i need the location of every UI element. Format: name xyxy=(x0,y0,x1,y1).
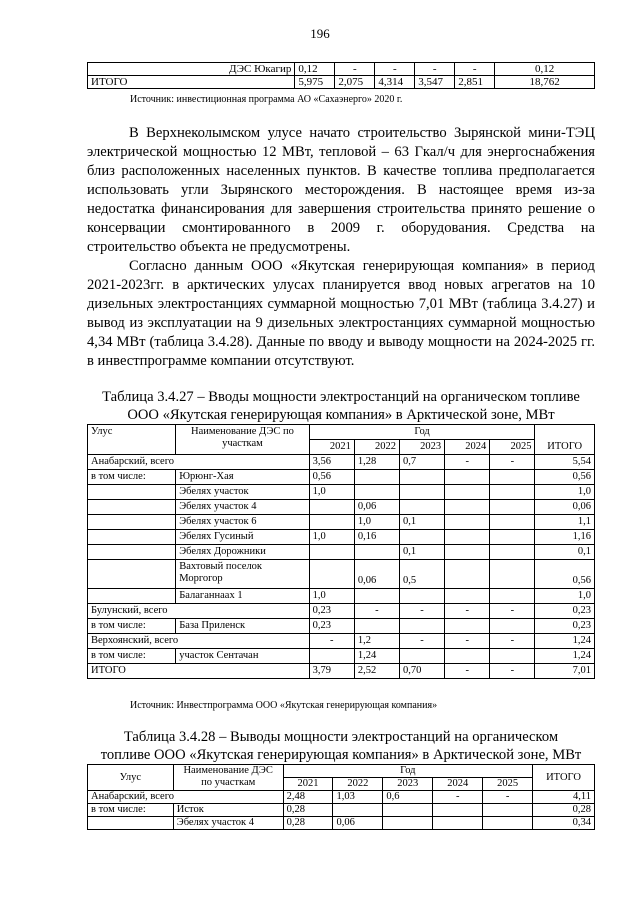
value-cell xyxy=(354,589,399,604)
value-cell xyxy=(399,500,444,515)
value-cell: 1,03 xyxy=(333,791,383,804)
value-cell xyxy=(490,589,535,604)
value-cell: - xyxy=(335,63,375,76)
value-cell: 5,975 xyxy=(295,76,335,89)
total-cell: 5,54 xyxy=(535,455,595,470)
value-cell: 0,12 xyxy=(295,63,335,76)
value-cell: 0,06 xyxy=(333,817,383,830)
value-cell: 1,0 xyxy=(309,530,354,545)
ulus-cell: в том числе: xyxy=(88,804,174,817)
header-year: 2022 xyxy=(333,778,383,791)
value-cell: 0,1 xyxy=(399,545,444,560)
table-row xyxy=(88,470,595,485)
ulus-cell xyxy=(88,817,174,830)
value-cell: - xyxy=(445,634,490,649)
page-number: 196 xyxy=(310,26,330,41)
value-cell xyxy=(445,619,490,634)
value-cell: 3,56 xyxy=(309,455,354,470)
value-cell xyxy=(309,560,354,589)
value-cell xyxy=(490,515,535,530)
value-cell: 2,52 xyxy=(354,664,399,679)
value-cell: 0,6 xyxy=(383,791,433,804)
ulus-cell xyxy=(88,560,176,589)
value-cell: - xyxy=(490,634,535,649)
table-27-caption xyxy=(87,388,595,424)
value-cell: - xyxy=(375,63,415,76)
value-cell xyxy=(490,470,535,485)
value-cell: - xyxy=(433,791,483,804)
table-row xyxy=(88,589,595,604)
table-row xyxy=(88,545,595,560)
table-row xyxy=(88,791,595,804)
value-cell xyxy=(445,649,490,664)
value-cell xyxy=(490,485,535,500)
value-cell xyxy=(383,817,433,830)
total-cell: 0,34 xyxy=(533,817,595,830)
value-cell: 1,2 xyxy=(354,634,399,649)
ulus-cell: Анабарский, всего xyxy=(88,455,310,470)
total-cell: 7,01 xyxy=(535,664,595,679)
table-row xyxy=(88,649,595,664)
des-name-cell: ДЭС Юкагир xyxy=(88,63,295,76)
total-cell: 0,06 xyxy=(535,500,595,515)
value-cell: - xyxy=(399,604,444,619)
ulus-cell: в том числе: xyxy=(88,470,176,485)
total-cell: 0,28 xyxy=(533,804,595,817)
table-row xyxy=(88,804,595,817)
value-cell: 1,0 xyxy=(354,515,399,530)
value-cell: - xyxy=(399,634,444,649)
des-name-cell: Эбелях участок 4 xyxy=(176,500,309,515)
des-name-cell: Эбелях участок 6 xyxy=(176,515,309,530)
body-text xyxy=(87,124,595,371)
top-table xyxy=(87,62,595,89)
value-cell xyxy=(433,817,483,830)
header-year: 2023 xyxy=(399,440,444,455)
total-cell: 1,1 xyxy=(535,515,595,530)
ulus-cell: в том числе: xyxy=(88,619,176,634)
value-cell: - xyxy=(309,634,354,649)
value-cell: - xyxy=(483,791,533,804)
table-28 xyxy=(87,764,595,830)
value-cell xyxy=(399,619,444,634)
value-cell: 1,0 xyxy=(309,485,354,500)
des-name-cell: Исток xyxy=(173,804,283,817)
des-name-cell: Вахтовый поселок Моргогор xyxy=(176,560,309,589)
value-cell xyxy=(309,545,354,560)
value-cell: 0,56 xyxy=(309,470,354,485)
value-cell xyxy=(445,589,490,604)
caption-line: топливе ООО «Якутская генерирующая компания» в Арктической зоне, МВт xyxy=(100,747,582,763)
value-cell: 1,0 xyxy=(309,589,354,604)
total-cell: 1,0 xyxy=(535,589,595,604)
value-cell xyxy=(354,470,399,485)
value-cell: 3,79 xyxy=(309,664,354,679)
value-cell xyxy=(445,545,490,560)
ulus-cell xyxy=(88,589,176,604)
total-cell: 0,1 xyxy=(535,545,595,560)
value-cell xyxy=(399,470,444,485)
header-total: ИТОГО xyxy=(533,765,595,791)
header-des: Наименование ДЭС по участкам xyxy=(176,425,309,455)
table-row xyxy=(88,560,595,589)
value-cell xyxy=(399,485,444,500)
value-cell: 0,70 xyxy=(399,664,444,679)
value-cell xyxy=(433,804,483,817)
value-cell xyxy=(399,530,444,545)
table-28-caption xyxy=(87,728,595,764)
des-name-cell: Эбелях участок 4 xyxy=(173,817,283,830)
des-name-cell: Эбелях Дорожники xyxy=(176,545,309,560)
value-cell: 0,5 xyxy=(399,560,444,589)
value-cell: 4,314 xyxy=(375,76,415,89)
value-cell xyxy=(483,817,533,830)
header-year: 2021 xyxy=(309,440,354,455)
total-cell: 0,56 xyxy=(535,470,595,485)
value-cell: 0,06 xyxy=(354,560,399,589)
value-cell: - xyxy=(490,604,535,619)
header-year: 2025 xyxy=(483,778,533,791)
value-cell: 0,23 xyxy=(309,604,354,619)
value-cell: 2,075 xyxy=(335,76,375,89)
value-cell xyxy=(309,515,354,530)
value-cell xyxy=(483,804,533,817)
value-cell xyxy=(383,804,433,817)
value-cell xyxy=(354,545,399,560)
header-year: 2025 xyxy=(490,440,535,455)
caption-line: Таблица 3.4.28 – Выводы мощности электростанций на органическом xyxy=(123,729,559,745)
header-god: Год xyxy=(309,425,535,440)
value-cell: - xyxy=(490,664,535,679)
total-cell: 1,24 xyxy=(535,649,595,664)
table-row xyxy=(88,500,595,515)
table-row xyxy=(88,485,595,500)
header-year: 2024 xyxy=(433,778,483,791)
total-cell: 18,762 xyxy=(495,76,595,89)
paragraph: В Верхнеколымском улусе начато строительство Зырянской мини-ТЭЦ электрической мощностью 12 МВт, тепловой – 63 Гкал/ч для энергоснабжения близ расположенных населенных пунктов. В качестве топлива предполагается использовать угли Зырянского месторождения. В настоящее время из-за недостатка финансирования для завершения строительства принято решение о консервации смонтированного в 2009 г. оборудования. Средства на строительство объекта не предусмотрены. xyxy=(87,125,595,255)
caption-line: Таблица 3.4.27 – Вводы мощности электростанций на органическом топливе xyxy=(102,389,580,405)
total-cell: 0,12 xyxy=(495,63,595,76)
value-cell xyxy=(490,560,535,589)
table-row xyxy=(88,664,595,679)
des-name-cell: Эбелях Гусиный xyxy=(176,530,309,545)
header-des: Наименование ДЭС по участкам xyxy=(173,765,283,791)
value-cell: - xyxy=(445,604,490,619)
value-cell: 0,7 xyxy=(399,455,444,470)
ulus-cell: в том числе: xyxy=(88,649,176,664)
value-cell: - xyxy=(415,63,455,76)
table-27 xyxy=(87,424,595,679)
table-row xyxy=(88,76,595,89)
ulus-cell xyxy=(88,545,176,560)
value-cell xyxy=(445,470,490,485)
value-cell xyxy=(333,804,383,817)
value-cell xyxy=(445,485,490,500)
value-cell: - xyxy=(445,664,490,679)
total-cell: 0,56 xyxy=(535,560,595,589)
value-cell: 1,24 xyxy=(354,649,399,664)
value-cell: - xyxy=(490,455,535,470)
table-27-source: Источник: Инвестпрограмма ООО «Якутская генерирующая компания» xyxy=(130,700,438,711)
value-cell: 0,06 xyxy=(354,500,399,515)
paragraph: Согласно данным ООО «Якутская генерирующая компания» в период 2021-2023гг. в арктических улусах планируется ввод новых агрегатов на 10 дизельных электростанциях суммарной мощностью 7,01 МВт (таблица 3.4.27) и вывод из эксплуатации на 9 дизельных электростанциях суммарной мощностью 4,34 МВт (таблица 3.4.28). Данные по вводу и выводу мощности на 2024-2025 гг. в инвестпрограмме компании отсутствуют. xyxy=(87,258,595,369)
header-ulus: Улус xyxy=(88,425,176,455)
des-name-cell: Балаганнаах 1 xyxy=(176,589,309,604)
value-cell: 1,28 xyxy=(354,455,399,470)
value-cell: 3,547 xyxy=(415,76,455,89)
ulus-cell xyxy=(88,500,176,515)
des-name-cell: Юрюнг-Хая xyxy=(176,470,309,485)
value-cell: 0,28 xyxy=(283,804,333,817)
ulus-cell xyxy=(88,485,176,500)
value-cell xyxy=(309,649,354,664)
top-table-source: Источник: инвестиционная программа АО «Сахаэнерго» 2020 г. xyxy=(130,94,403,105)
value-cell: - xyxy=(455,63,495,76)
table-row xyxy=(88,455,595,470)
des-name-cell: участок Сентачан xyxy=(176,649,309,664)
table-row xyxy=(88,604,595,619)
header-year: 2022 xyxy=(354,440,399,455)
caption-line: ООО «Якутская генерирующая компания» в Арктической зоне, МВт xyxy=(127,407,555,423)
header-year: 2021 xyxy=(283,778,333,791)
value-cell xyxy=(354,485,399,500)
total-cell: 1,24 xyxy=(535,634,595,649)
header-ulus: Улус xyxy=(88,765,174,791)
header-year: 2024 xyxy=(445,440,490,455)
value-cell: 0,16 xyxy=(354,530,399,545)
value-cell xyxy=(445,500,490,515)
total-cell: 4,11 xyxy=(533,791,595,804)
header-year: 2023 xyxy=(383,778,433,791)
value-cell xyxy=(490,649,535,664)
table-row xyxy=(88,817,595,830)
total-cell: 0,23 xyxy=(535,619,595,634)
value-cell xyxy=(490,545,535,560)
ulus-cell: Булунский, всего xyxy=(88,604,310,619)
table-row xyxy=(88,515,595,530)
des-name-cell: Эбелях участок xyxy=(176,485,309,500)
table-header-row xyxy=(88,765,595,778)
value-cell xyxy=(309,500,354,515)
header-god: Год xyxy=(283,765,532,778)
value-cell xyxy=(445,530,490,545)
value-cell: 2,48 xyxy=(283,791,333,804)
ulus-cell: ИТОГО xyxy=(88,664,310,679)
ulus-cell: Анабарский, всего xyxy=(88,791,284,804)
value-cell xyxy=(445,515,490,530)
total-label-cell: ИТОГО xyxy=(88,76,295,89)
value-cell xyxy=(445,560,490,589)
value-cell xyxy=(490,500,535,515)
value-cell xyxy=(399,649,444,664)
value-cell: - xyxy=(445,455,490,470)
des-name-cell: База Приленск xyxy=(176,619,309,634)
table-row xyxy=(88,619,595,634)
ulus-cell xyxy=(88,530,176,545)
value-cell: - xyxy=(354,604,399,619)
total-cell: 0,23 xyxy=(535,604,595,619)
table-header-row xyxy=(88,425,595,440)
value-cell xyxy=(490,530,535,545)
total-cell: 1,16 xyxy=(535,530,595,545)
total-cell: 1,0 xyxy=(535,485,595,500)
value-cell xyxy=(490,619,535,634)
value-cell xyxy=(354,619,399,634)
table-row xyxy=(88,63,595,76)
table-row xyxy=(88,530,595,545)
header-total: ИТОГО xyxy=(535,425,595,455)
table-row xyxy=(88,634,595,649)
value-cell: 0,23 xyxy=(309,619,354,634)
value-cell xyxy=(399,589,444,604)
value-cell: 0,28 xyxy=(283,817,333,830)
ulus-cell xyxy=(88,515,176,530)
value-cell: 0,1 xyxy=(399,515,444,530)
ulus-cell: Верхоянский, всего xyxy=(88,634,310,649)
value-cell: 2,851 xyxy=(455,76,495,89)
